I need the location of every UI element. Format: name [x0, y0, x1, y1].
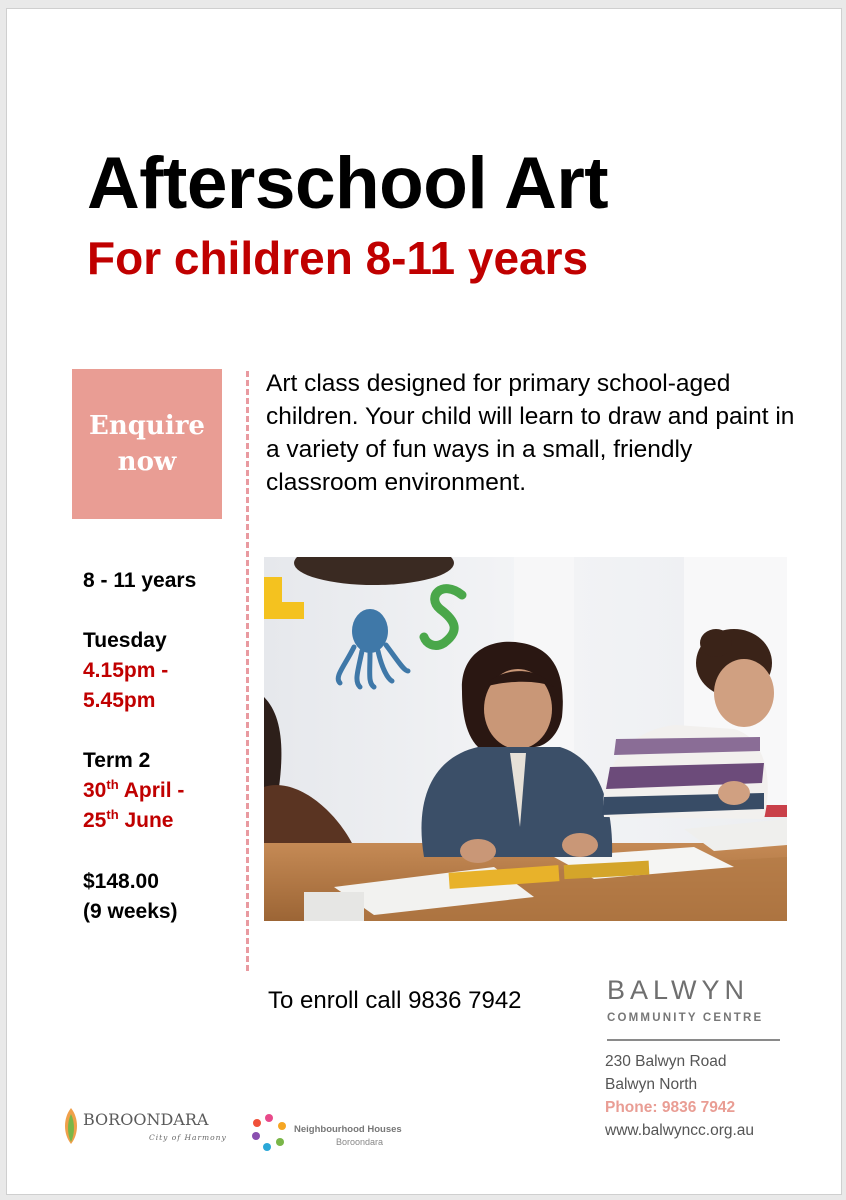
- class-description: Art class designed for primary school-aged children. Your child will learn to draw and paint in a variety of fun ways in a small, friendly classroom environment.: [266, 370, 795, 496]
- enquire-label-line2: now: [117, 447, 177, 477]
- enquire-label-line1: Enquire: [89, 411, 205, 441]
- dashed-divider: [246, 371, 249, 971]
- price-info: [83, 867, 178, 927]
- time-line-2: 5.45pm: [83, 689, 156, 712]
- centre-phone: Phone: 9836 7942: [605, 1099, 736, 1116]
- duration-label: (9 weeks): [83, 900, 178, 923]
- term-label: Term 2: [83, 749, 151, 772]
- centre-address-line2: Balwyn North: [605, 1076, 698, 1093]
- age-range: 8 - 11 years: [83, 569, 197, 592]
- boroondara-logo: BOROONDARA City of Harmony: [61, 1106, 246, 1146]
- children-drawing-photo: [264, 557, 787, 921]
- time-line-1: 4.15pm -: [83, 659, 169, 682]
- page-subtitle: For children 8-11 years: [87, 232, 589, 284]
- enroll-phone-text: To enroll call 9836 7942: [268, 987, 522, 1014]
- leaf-icon: [61, 1106, 81, 1146]
- enquire-now-button[interactable]: [72, 369, 222, 519]
- term-dates: [83, 746, 184, 836]
- page-title: Afterschool Art: [87, 143, 609, 224]
- centre-website-link[interactable]: www.balwyncc.org.au: [605, 1122, 755, 1139]
- centre-logo-underline: [607, 1039, 780, 1041]
- centre-logo-subname: COMMUNITY CENTRE: [607, 1012, 764, 1024]
- centre-logo-name: BALWYN: [607, 975, 750, 1005]
- schedule-day-time: [83, 626, 168, 716]
- neighbourhood-houses-logo: Neighbourhood Houses Boroondara: [250, 1112, 430, 1152]
- flyer-page: [6, 8, 842, 1195]
- centre-address-line1: 230 Balwyn Road: [605, 1053, 727, 1070]
- people-circle-icon: [250, 1112, 288, 1152]
- price-label: $148.00: [83, 870, 159, 893]
- day-label: Tuesday: [83, 629, 167, 652]
- term-end: 25th June: [83, 807, 174, 832]
- term-start: 30th April -: [83, 777, 185, 802]
